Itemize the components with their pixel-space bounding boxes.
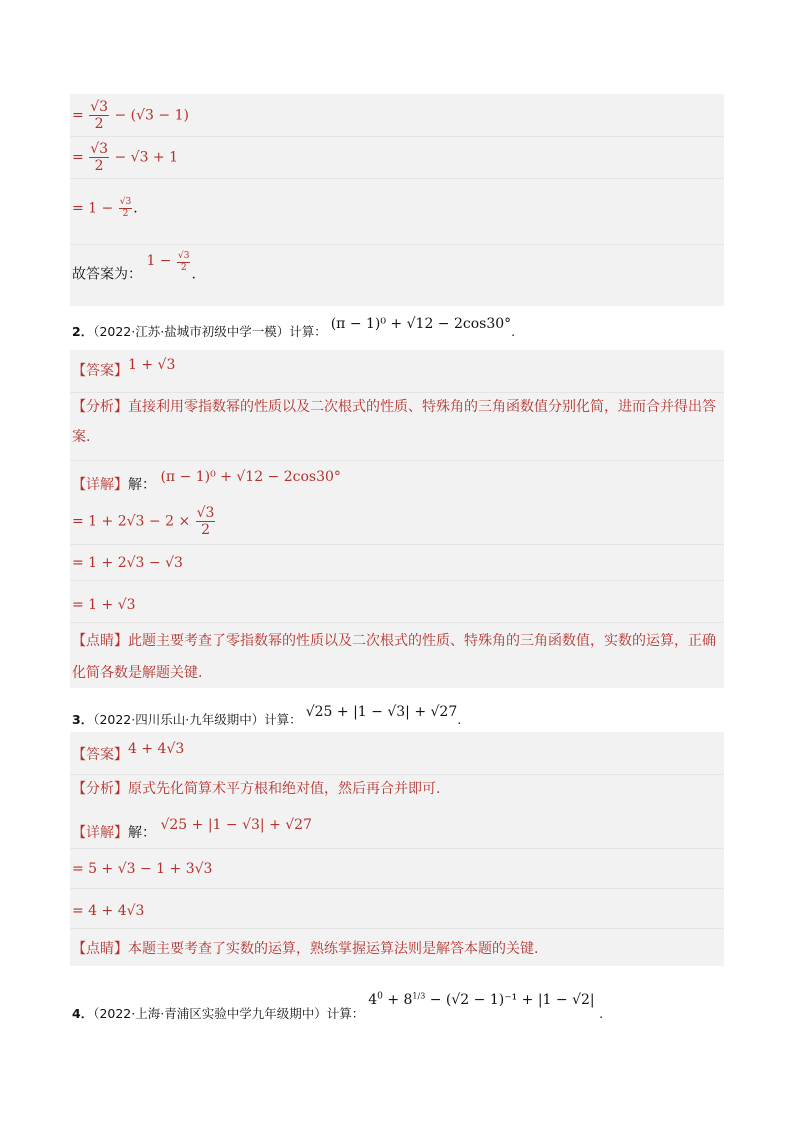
- separator: [70, 392, 724, 393]
- separator: [70, 928, 724, 929]
- q2-comment-line-2: 化简各数是解题关键.: [72, 665, 203, 681]
- separator: [70, 888, 724, 889]
- q3-analysis: 【分析】原式先化简算术平方根和绝对值，然后再合并即可.: [72, 781, 441, 797]
- q2-comment-line-1: 【点睛】此题主要考查了零指数幂的性质以及二次根式的性质、特殊角的三角函数值，实数的运算，正确: [72, 633, 716, 649]
- q2-analysis-line-2: 案.: [72, 429, 91, 445]
- q2-step-2: = 1 + 2√3 − √3: [72, 555, 183, 571]
- separator: [70, 848, 724, 849]
- separator: [70, 544, 724, 545]
- q2-detail: 【详解】解： (π − 1)⁰ + √12 − 2cos30°: [72, 469, 341, 493]
- q2-analysis-line-1: 【分析】直接利用零指数幂的性质以及二次根式的性质、特殊角的三角函数值分别化简，进而合并得出答: [72, 399, 716, 415]
- prev-step-1: = $\frac{√3}{2}$ − (√3 − 1): [72, 99, 189, 132]
- q2-step-1: = 1 + 2√3 − 2 × $\frac{√3}{2}$: [72, 505, 215, 538]
- q2-answer: 【答案】1 + √3: [72, 357, 176, 379]
- q3-step-2: = 4 + 4√3: [72, 903, 145, 919]
- separator: [70, 774, 724, 775]
- q3-answer: 【答案】4 + 4√3: [72, 741, 185, 763]
- separator: [70, 136, 724, 137]
- question-3-solution-block: [70, 732, 724, 966]
- question-4-header: 4．（2022·上海·青浦区实验中学九年级期中）计算： $4^0 + 8^{1/3} - (√2 - 1)^{-1} + |1 - √2|$ .: [72, 991, 604, 1021]
- prev-step-2: = $\frac{√3}{2}$ − √3 + 1: [72, 141, 179, 174]
- separator: [70, 460, 724, 461]
- separator: [70, 178, 724, 179]
- q3-detail: 【详解】解： √25 + |1 − √3| + √27: [72, 817, 312, 841]
- prev-final-answer: 故答案为： 1 − $\frac{√3}{2}$ .: [72, 251, 196, 283]
- q3-comment: 【点睛】本题主要考查了实数的运算，熟练掌握运算法则是解答本题的关键.: [72, 941, 539, 957]
- separator: [70, 580, 724, 581]
- prev-step-3: = 1 − $\frac{√3}{2}$ .: [72, 197, 138, 219]
- q2-step-3: = 1 + √3: [72, 597, 136, 613]
- question-3-header: 3．（2022·四川乐山·九年级期中）计算： √25 + |1 − √3| + √27.: [72, 704, 462, 727]
- q3-step-1: = 5 + √3 − 1 + 3√3: [72, 861, 213, 877]
- question-2-header: 2．（2022·江苏·盐城市初级中学一模）计算： (π − 1)⁰ + √12 − 2cos30°.: [72, 316, 516, 339]
- separator: [70, 244, 724, 245]
- separator: [70, 622, 724, 623]
